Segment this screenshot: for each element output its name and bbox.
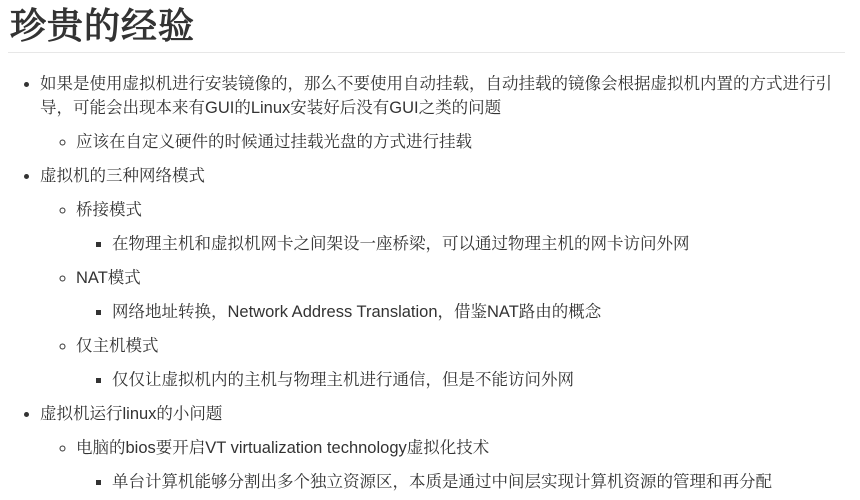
list-item-text: 在物理主机和虚拟机网卡之间架设一座桥梁，可以通过物理主机的网卡访问外网 <box>112 235 690 254</box>
list-item <box>76 266 845 324</box>
bullet-list <box>76 470 845 494</box>
list-item <box>76 130 845 154</box>
list-item <box>76 198 845 256</box>
list-item-text: 虚拟机运行linux的小问题 <box>40 405 223 424</box>
list-item-text: 仅仅让虚拟机内的主机与物理主机进行通信，但是不能访问外网 <box>112 371 574 390</box>
bullet-list <box>76 232 845 256</box>
list-item-text: 网络地址转换，Network Address Translation，借鉴NAT路由的概念 <box>112 303 602 322</box>
list-item-text: 电脑的bios要开启VT virtualization technology虚拟化技术 <box>76 439 490 458</box>
list-item-text: 如果是使用虚拟机进行安装镜像的，那么不要使用自动挂载，自动挂载的镜像会根据虚拟机内置的方式进行引导，可能会出现本来有GUI的Linux安装好后没有GUI之类的问题 <box>40 75 832 118</box>
list-item <box>112 368 845 392</box>
bullet-list <box>8 72 845 494</box>
title-divider <box>8 52 845 53</box>
list-item-text: 应该在自定义硬件的时候通过挂载光盘的方式进行挂载 <box>76 133 472 152</box>
list-item-text: 桥接模式 <box>76 201 142 220</box>
list-item-text: NAT模式 <box>76 269 141 288</box>
list-item <box>40 164 845 392</box>
list-item-text: 仅主机模式 <box>76 337 159 356</box>
page-title: 珍贵的经验 <box>10 5 196 46</box>
list-item <box>76 334 845 392</box>
bullet-list <box>40 130 845 154</box>
list-item <box>112 470 845 494</box>
list-item <box>40 402 845 494</box>
list-item <box>112 232 845 256</box>
list-item-text: 单台计算机能够分割出多个独立资源区，本质是通过中间层实现计算机资源的管理和再分配 <box>112 473 772 492</box>
list-item <box>112 300 845 324</box>
bullet-list <box>40 436 845 494</box>
list-item <box>40 72 845 154</box>
bullet-list <box>76 300 845 324</box>
bullet-list <box>76 368 845 392</box>
list-item <box>76 436 845 494</box>
list-item-text: 虚拟机的三种网络模式 <box>40 167 205 186</box>
bullet-list <box>40 198 845 392</box>
document-outline <box>8 72 845 494</box>
